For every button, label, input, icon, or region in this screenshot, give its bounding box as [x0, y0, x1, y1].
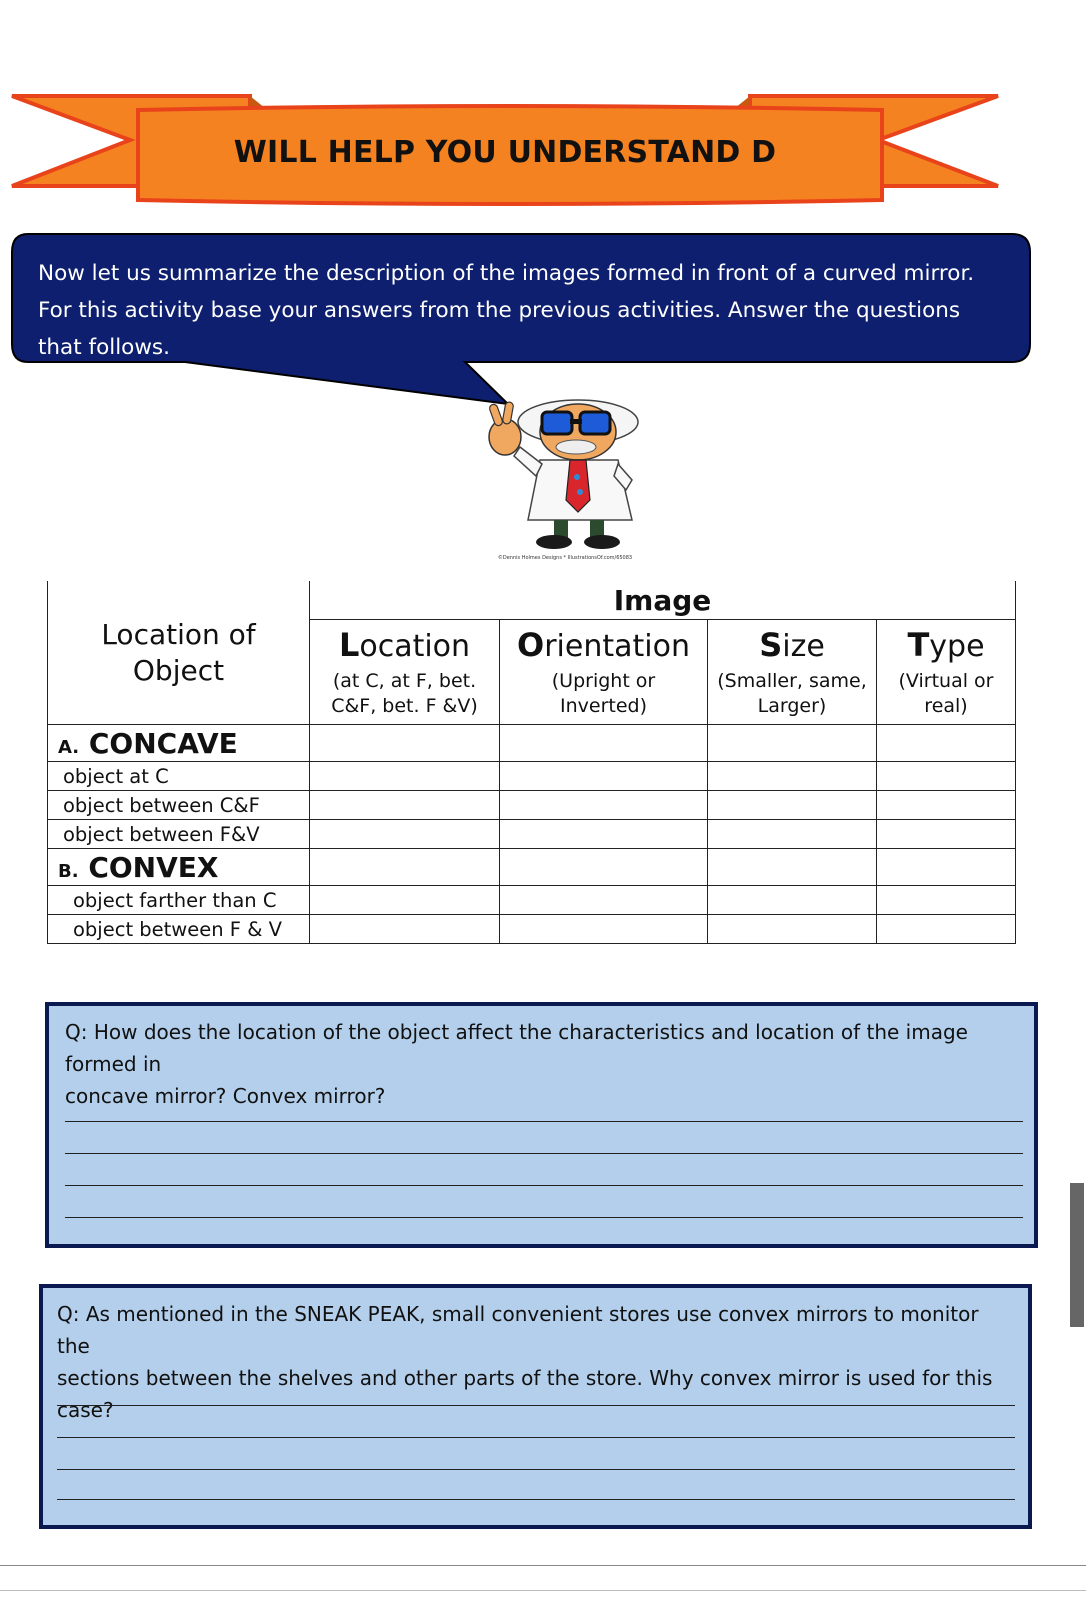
answer-cell[interactable] [877, 886, 1016, 915]
table-row [48, 762, 1016, 791]
answer-cell[interactable] [708, 849, 877, 886]
answer-cell[interactable] [500, 791, 708, 820]
answer-cell[interactable] [500, 886, 708, 915]
image-header: Image [310, 581, 1016, 620]
location-of-line-2: Object [132, 653, 225, 687]
answer-cell[interactable] [708, 762, 877, 791]
row-label: object between C&F [48, 791, 310, 820]
answer-cell[interactable] [708, 725, 877, 762]
answer-cell[interactable] [310, 915, 500, 944]
answer-cell[interactable] [877, 762, 1016, 791]
answer-cell[interactable] [310, 791, 500, 820]
section-row-convex [48, 849, 1016, 886]
page-divider [0, 1565, 1086, 1566]
answer-cell[interactable] [500, 725, 708, 762]
table-row [48, 820, 1016, 849]
answer-line[interactable] [57, 1437, 1015, 1438]
table-row [48, 915, 1016, 944]
row-label: object at C [48, 762, 310, 791]
summary-table-wrapper [47, 581, 1015, 950]
question-text: Q: How does the location of the object affect the characteristics and location of the image formed in concave mirror? Convex mirror? [65, 1020, 968, 1108]
section-row-concave [48, 725, 1016, 762]
answer-cell[interactable] [310, 849, 500, 886]
section-label: B. CONVEX [48, 849, 310, 886]
question-box-1 [45, 1002, 1038, 1248]
col-orientation-header: Orientation (Upright or Inverted) [500, 620, 708, 725]
row-label: object between F & V [48, 915, 310, 944]
answer-cell[interactable] [500, 762, 708, 791]
answer-cell[interactable] [877, 915, 1016, 944]
answer-cell[interactable] [877, 725, 1016, 762]
bubble-line-1: Now let us summarize the description of the images formed in front of a curved mirror. [38, 261, 975, 286]
answer-cell[interactable] [708, 886, 877, 915]
answer-line[interactable] [65, 1185, 1023, 1186]
answer-cell[interactable] [708, 791, 877, 820]
answer-cell[interactable] [310, 886, 500, 915]
question-text: Q: As mentioned in the SNEAK PEAK, small convenient stores use convex mirrors to monitor the sections between the shelves and other parts of the store. Why convex mirror is used for this case? [57, 1302, 993, 1422]
answer-line[interactable] [65, 1153, 1023, 1154]
table-row [48, 791, 1016, 820]
answer-cell[interactable] [877, 791, 1016, 820]
answer-cell[interactable] [500, 849, 708, 886]
answer-line[interactable] [57, 1405, 1015, 1406]
answer-cell[interactable] [500, 915, 708, 944]
table-row [48, 886, 1016, 915]
section-label: A. CONCAVE [48, 725, 310, 762]
col-size-header: Size (Smaller, same, Larger) [708, 620, 877, 725]
answer-cell[interactable] [310, 725, 500, 762]
scientist-credit: ©Dennis Holmes Designs * IllustrationsOf.com/65083 [497, 555, 633, 561]
row-label: object farther than C [48, 886, 310, 915]
page-divider [0, 1590, 1086, 1591]
bubble-text [38, 255, 1008, 366]
answer-line[interactable] [57, 1499, 1015, 1500]
answer-line[interactable] [65, 1121, 1023, 1122]
bubble-line-3: that follows. [38, 335, 170, 360]
answer-line[interactable] [57, 1469, 1015, 1470]
answer-cell[interactable] [877, 849, 1016, 886]
col-type-header: Type (Virtual or real) [877, 620, 1016, 725]
answer-line[interactable] [65, 1217, 1023, 1218]
answer-cell[interactable] [500, 820, 708, 849]
answer-cell[interactable] [708, 915, 877, 944]
scientist-mascot-icon [470, 392, 660, 562]
answer-cell[interactable] [310, 820, 500, 849]
answer-cell[interactable] [708, 820, 877, 849]
question-box-2 [39, 1284, 1032, 1529]
answer-cell[interactable] [877, 820, 1016, 849]
col-location-header: Location (at C, at F, bet. C&F, bet. F &V) [310, 620, 500, 725]
vertical-scrollbar-thumb[interactable] [1070, 1183, 1084, 1327]
row-label: object between F&V [48, 820, 310, 849]
banner-title: WILL HELP YOU UNDERSTAND D [233, 135, 777, 170]
summary-table [47, 581, 1016, 944]
bubble-line-2: For this activity base your answers from the previous activities. Answer the questions [38, 298, 961, 323]
location-of-object-header [48, 581, 310, 725]
location-of-line-1: Location of [101, 617, 256, 651]
answer-cell[interactable] [310, 762, 500, 791]
